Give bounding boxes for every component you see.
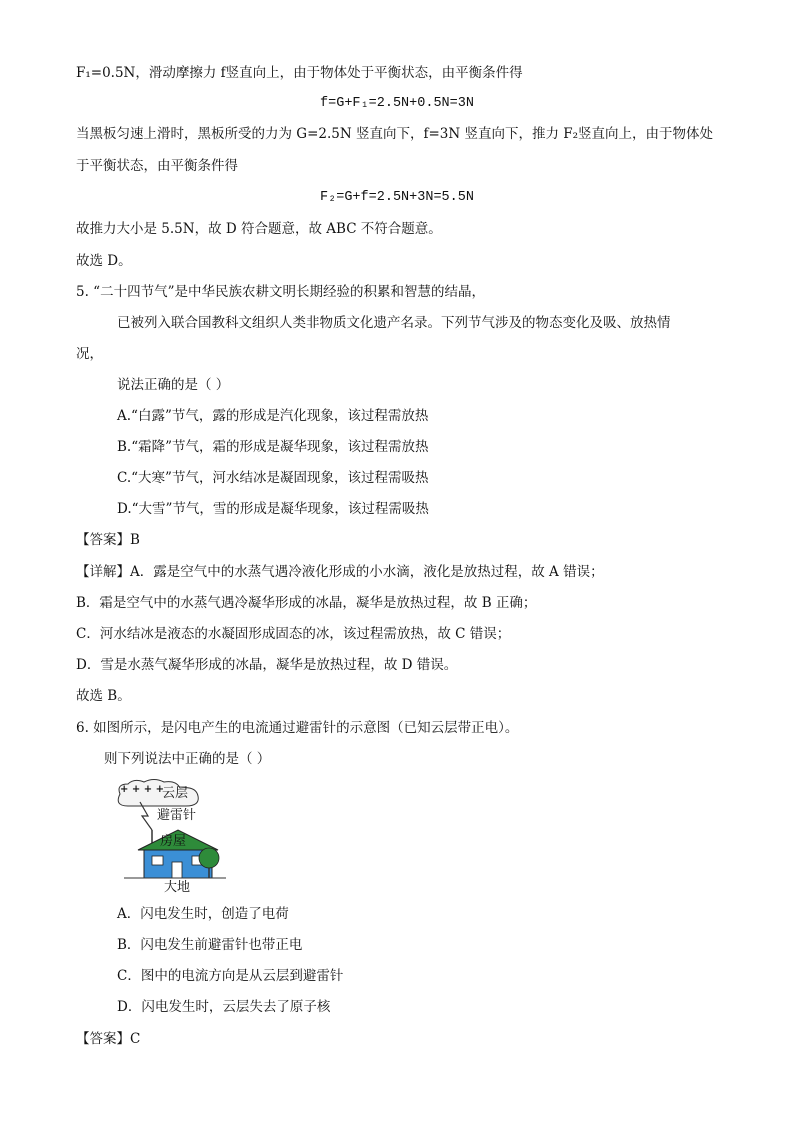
answer: 【答案】C [76,1031,141,1047]
explanation-line: D．雪是水蒸气凝华形成的冰晶，凝华是放热过程，故 D 错误。 [76,657,458,673]
house-label: 房屋 [160,834,187,849]
rod-label: 避雷针 [157,808,197,823]
text-line: F₁=0.5N，滑动摩擦力 f竖直向上，由于物体处于平衡状态，由平衡条件得 [76,65,523,81]
option-c: C.“大寒”节气，河水结冰是凝固现象，该过程需吸热 [117,470,429,486]
explanation-line: B．霜是空气中的水蒸气遇冷凝华形成的冰晶，凝华是放热过程，故 B 正确； [76,595,537,611]
option-d: D.“大雪”节气，雪的形成是凝华现象，该过程需吸热 [117,501,429,517]
conclusion: 故选 B。 [76,688,131,704]
explanation-line: 【详解】A．露是空气中的水蒸气遇冷液化形成的小水滴，液化是放热过程，故 A 错误； [76,564,604,580]
option-d: D．闪电发生时，云层失去了原子核 [117,999,331,1015]
question-stem: 5. “二十四节气”是中华民族农耕文明长期经验的积累和智慧的结晶， [76,284,485,300]
cloud-label: 云层 [162,786,189,801]
option-a: A．闪电发生时，创造了电荷 [117,906,289,922]
option-b: B.“霜降”节气，霜的形成是凝华现象，该过程需放热 [117,439,429,455]
question-stem: 则下列说法中正确的是（ ） [104,751,271,767]
option-b: B．闪电发生前避雷针也带正电 [117,937,303,953]
text-line: 于平衡状态，由平衡条件得 [76,158,238,174]
question-stem: 况， [76,346,103,362]
text-line: 故推力大小是 5.5N，故 D 符合题意，故 ABC 不符合题意。 [76,221,442,237]
explanation-line: C．河水结冰是液态的水凝固形成固态的冰，该过程需放热，故 C 错误； [76,626,511,642]
question-stem: 6. 如图所示，是闪电产生的电流通过避雷针的示意图（已知云层带正电）。 [76,720,519,736]
answer: 【答案】B [76,532,140,548]
lightning-rod-figure [108,778,243,898]
equation: f=G+F₁=2.5N+0.5N=3N [320,96,474,111]
equation: F₂=G+f=2.5N+3N=5.5N [320,190,474,205]
option-a: A.“白露”节气，露的形成是汽化现象，该过程需放热 [117,408,429,424]
door-shape [172,862,182,878]
ground-label: 大地 [164,880,191,895]
question-stem: 说法正确的是（ ） [117,377,230,393]
text-line: 当黑板匀速上滑时，黑板所受的力为 G=2.5N 竖直向下，f=3N 竖直向下，推力 F₂竖直向上，由于物体处 [76,126,714,142]
window-shape [152,856,163,865]
option-c: C．图中的电流方向是从云层到避雷针 [117,968,344,984]
text-line: 故选 D。 [76,253,132,269]
question-stem: 已被列入联合国教科文组织人类非物质文化遗产名录。下列节气涉及的物态变化及吸、放热情 [117,315,671,331]
positive-charges-label: + + + + [120,784,164,795]
tree-crown [199,848,219,868]
